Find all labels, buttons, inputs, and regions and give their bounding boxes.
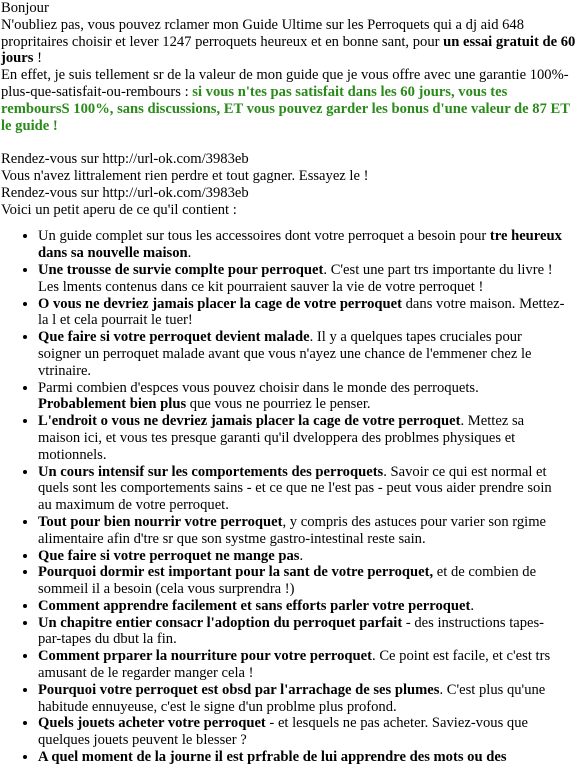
contents-list — [1, 228, 577, 766]
cta-link-2[interactable]: Rendez-vous sur http://url-ok.com/3983eb — [1, 184, 249, 201]
guarantee-text: En effet, je suis tellement sr de la valeur de mon guide que je vous offre avec une garantie 100%-plus-que-satisfait-ou-rembours : — [1, 67, 569, 100]
list-item: • Un cours intensif sur les comportements des perroquets. Savoir ce qui est normal et quels sont les comportements sains - et ce que ne l'est pas - peut vous aider prendre soin au maximum de votre perroquet. — [38, 464, 577, 514]
list-item: • L'endroit o vous ne devriez jamais placer la cage de votre perroquet. Mettez sa maison ici, et vous tes presque garanti qu'il dveloppera des problmes physiques et motionnels. — [38, 413, 577, 463]
intro-paragraph — [1, 17, 577, 67]
guarantee-highlight: si vous n'tes pas satisfait dans les 60 jours, vous tes remboursS 100%, sans discussions, ET vous pouvez garder les bonus d'une valeur de 87 ET le guide ! — [1, 83, 570, 134]
list-item: • Comment apprendre facilement et sans efforts parler votre perroquet. — [38, 598, 577, 615]
nothing-to-lose: Vous n'avez littralement rien perdre et tout gagner. Essayez le ! — [1, 167, 369, 184]
list-item: • Une trousse de survie complte pour perroquet. C'est une part trs importante du livre ! Les lments contenus dans ce kit pourraient sauver la vie de votre perroquet ! — [38, 262, 577, 296]
list-item: • Tout pour bien nourrir votre perroquet, y compris des astuces pour varier son rgime alimentaire afin d'tre sr que son systme gastro-intestinal reste sain. — [38, 514, 577, 548]
preview-intro: Voici un petit aperu de ce qu'il contient : — [1, 201, 237, 218]
list-item: • O vous ne devriez jamais placer la cage de votre perroquet dans votre maison. Mettez-la l et cela pourrait le tuer! — [38, 296, 577, 330]
guarantee-paragraph — [1, 67, 577, 134]
intro-offer: un essai gratuit de 60 jours — [1, 33, 576, 67]
spacer — [1, 134, 577, 151]
list-item: • Parmi combien d'espces vous pouvez choisir dans le monde des perroquets. Probablement bien plus que vous ne pourriez le penser. — [38, 380, 577, 414]
intro-text: N'oubliez pas, vous pouvez rclamer mon Guide Ultime sur les Perroquets qui a dj aid 648 propritaires choisir et lever 1247 perroquets heureux et en bonne sant, pour — [1, 16, 525, 50]
list-item: • A quel moment de la journe il est prfrable de lui apprendre des mots ou des — [38, 749, 577, 766]
list-item: • Un guide complet sur tous les accessoires dont votre perroquet a besoin pour tre heureux dans sa nouvelle maison. — [38, 228, 577, 262]
list-item: • Que faire si votre perroquet ne mange pas. — [38, 548, 577, 565]
list-item: • Comment prparer la nourriture pour votre perroquet. Ce point est facile, et c'est trs amusant de le regarder manger cela ! — [38, 648, 577, 682]
list-item: • Un chapitre entier consacr l'adoption du perroquet parfait - des instructions tapes-par-tapes du dbut la fin. — [38, 615, 577, 649]
list-item: • Pourquoi votre perroquet est obsd par l'arrachage de ses plumes. C'est plus qu'une habitude ennuyeuse, c'est le signe d'un problme plus profond. — [38, 682, 577, 716]
list-item: • Que faire si votre perroquet devient malade. Il y a quelques tapes cruciales pour soigner un perroquet malade avant que vous n'ayez une chance de l'emmener chez le vtrinaire. — [38, 329, 577, 379]
intro-end: ! — [33, 50, 42, 67]
cta-link-1[interactable]: Rendez-vous sur http://url-ok.com/3983eb — [1, 151, 249, 168]
greeting: Bonjour — [1, 0, 49, 16]
list-item: • Quels jouets acheter votre perroquet - et lesquels ne pas acheter. Saviez-vous que quelques jouets peuvent le blesser ? — [38, 715, 577, 749]
list-item: • Pourquoi dormir est important pour la sant de votre perroquet, et de combien de sommeil il a besoin (cela vous surprendra !) — [38, 564, 577, 598]
